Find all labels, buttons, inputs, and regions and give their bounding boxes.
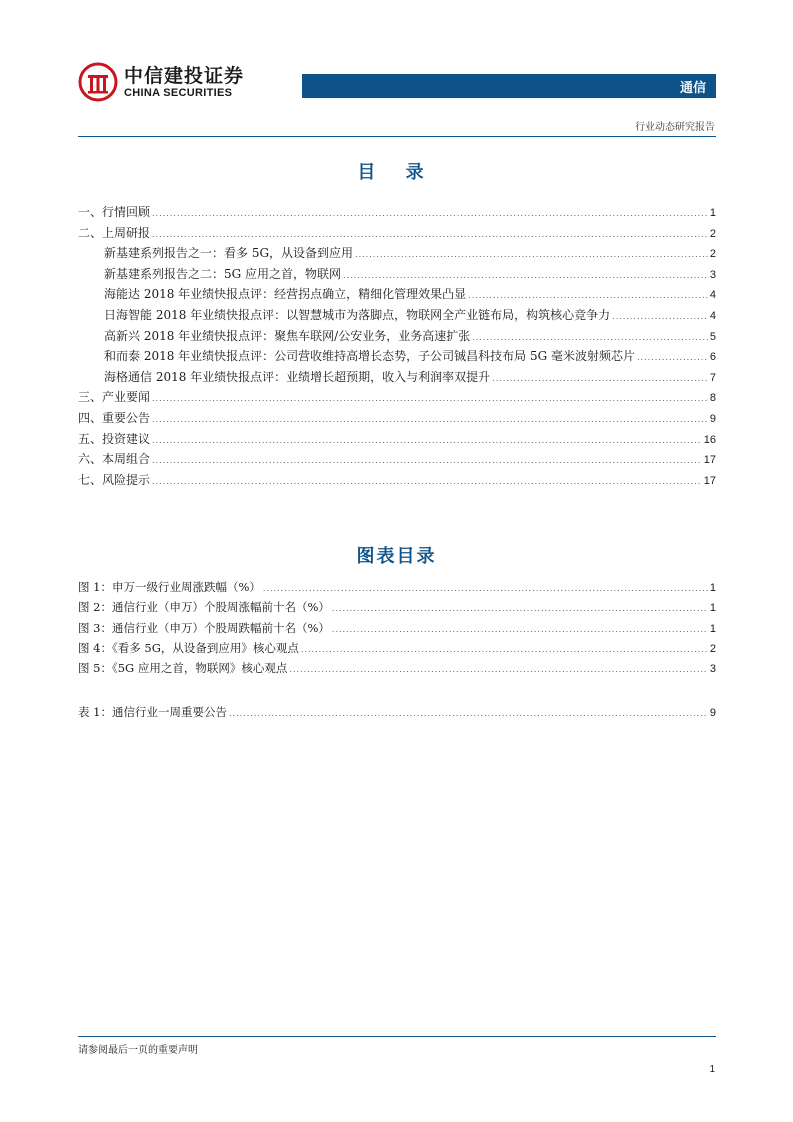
toc-entry-label: 五、投资建议 [78, 431, 151, 446]
dot-leader [301, 640, 708, 660]
logo-english-name: CHINA SECURITIES [124, 86, 233, 99]
header-divider [78, 136, 716, 137]
dot-leader [637, 348, 708, 369]
toc-entry[interactable] [78, 597, 716, 617]
toc-entry-label: 四、重要公告 [78, 410, 151, 425]
toc-entry-label: 图 1：申万一级行业周涨跌幅（%） [78, 580, 261, 594]
footer-divider [78, 1036, 716, 1037]
dot-leader [343, 266, 708, 287]
toc-entry-label: 海格通信 2018 年业绩快报点评：业绩增长超预期，收入与利润率双提升 [104, 369, 491, 384]
table-of-contents [78, 202, 716, 490]
toc-entry-label: 六、本周组合 [78, 452, 151, 467]
dot-leader [152, 225, 708, 246]
disclaimer-note: 请参阅最后一页的重要声明 [78, 1045, 198, 1056]
toc-entry[interactable] [78, 305, 716, 326]
dot-leader [492, 369, 708, 390]
toc-entry-label: 图 2：通信行业（申万）个股周涨幅前十名（%） [78, 600, 330, 615]
dot-leader [332, 620, 708, 640]
tables-list [78, 702, 716, 722]
toc-entry-label: 二、上周研报 [78, 225, 151, 240]
dot-leader [152, 204, 708, 225]
dot-leader [612, 307, 708, 328]
toc-title: 目 录 [357, 162, 436, 183]
toc-entry-page: 3 [709, 268, 716, 281]
dot-leader [332, 599, 708, 619]
toc-entry-label: 新基建系列报告之一：看多 5G，从设备到应用 [104, 246, 354, 261]
toc-entry-page: 4 [709, 309, 716, 322]
toc-entry-page: 2 [709, 248, 716, 261]
toc-entry[interactable] [78, 264, 716, 285]
toc-entry-label: 图 3：通信行业（申万）个股周跌幅前十名（%） [78, 620, 330, 635]
dot-leader [263, 579, 708, 599]
dot-leader [468, 286, 708, 307]
toc-entry[interactable] [78, 387, 716, 408]
toc-entry[interactable] [78, 346, 716, 367]
toc-entry[interactable] [78, 429, 716, 450]
toc-entry[interactable] [78, 449, 716, 470]
dot-leader [289, 660, 707, 680]
dot-leader [152, 410, 708, 431]
toc-entry[interactable] [78, 658, 716, 678]
dot-leader [472, 328, 708, 349]
toc-entry-label: 三、产业要闻 [78, 390, 151, 405]
toc-entry-label: 一、行情回顾 [78, 205, 151, 219]
toc-entry-page: 8 [709, 392, 716, 405]
toc-entry[interactable] [78, 702, 716, 722]
toc-entry-label: 新基建系列报告之二：5G 应用之首，物联网 [104, 266, 342, 281]
toc-entry-page: 7 [709, 371, 716, 384]
toc-entry[interactable] [78, 243, 716, 264]
dot-leader [152, 472, 702, 493]
toc-entry-label: 海能达 2018 年业绩快报点评：经营拐点确立，精细化管理效果凸显 [104, 287, 467, 302]
toc-entry-page: 1 [709, 622, 716, 635]
toc-entry[interactable] [78, 284, 716, 305]
toc-entry-page: 1 [709, 582, 716, 594]
dot-leader [152, 451, 702, 472]
toc-entry-page: 1 [709, 602, 716, 615]
toc-entry-page: 6 [709, 351, 716, 364]
sector-label: 通信 [679, 80, 706, 96]
toc-entry[interactable] [78, 470, 716, 491]
toc-entry-label: 七、风险提示 [78, 472, 151, 487]
toc-entry-page: 1 [709, 207, 716, 219]
toc-entry-label: 和而泰 2018 年业绩快报点评：公司营收维持高增长态势，子公司铖昌科技布局 5G 毫米波射频芯片 [104, 349, 636, 364]
header-sector-bar [302, 74, 716, 98]
toc-entry[interactable] [78, 202, 716, 223]
toc-entry[interactable] [78, 577, 716, 597]
figures-list-title: 图表目录 [356, 546, 437, 567]
page-number: 1 [709, 1064, 715, 1075]
figures-list [78, 577, 716, 678]
toc-entry[interactable] [78, 408, 716, 429]
toc-entry-label: 图 4：《看多 5G，从设备到应用》核心观点 [78, 640, 299, 655]
toc-entry-page: 4 [709, 289, 716, 302]
toc-entry-page: 17 [703, 474, 716, 487]
toc-entry-page: 5 [709, 330, 716, 343]
company-logo [78, 62, 244, 102]
dot-leader [152, 431, 702, 452]
dot-leader [355, 245, 708, 266]
toc-entry-page: 2 [709, 227, 716, 240]
toc-entry[interactable] [78, 618, 716, 638]
dot-leader [229, 704, 708, 724]
toc-entry-page: 9 [709, 707, 716, 719]
toc-entry[interactable] [78, 638, 716, 658]
logo-chinese-name: 中信建投证券 [124, 64, 245, 87]
toc-entry-page: 2 [709, 642, 716, 655]
china-securities-emblem-icon [78, 62, 118, 102]
toc-entry-label: 图 5：《5G 应用之首，物联网》核心观点 [78, 661, 288, 676]
toc-entry[interactable] [78, 326, 716, 347]
toc-entry-label: 表 1：通信行业一周重要公告 [78, 705, 227, 719]
toc-entry[interactable] [78, 367, 716, 388]
toc-entry-page: 17 [703, 454, 716, 467]
report-type-label: 行业动态研究报告 [635, 122, 715, 133]
dot-leader [152, 389, 708, 410]
toc-entry-label: 日海智能 2018 年业绩快报点评：以智慧城市为落脚点，物联网全产业链布局，构筑核心竞争力 [104, 307, 611, 322]
toc-entry[interactable] [78, 223, 716, 244]
toc-entry-page: 9 [709, 412, 716, 425]
toc-entry-page: 3 [709, 663, 716, 676]
toc-entry-label: 高新兴 2018 年业绩快报点评：聚焦车联网/公安业务，业务高速扩张 [104, 328, 471, 343]
toc-entry-page: 16 [703, 433, 716, 446]
